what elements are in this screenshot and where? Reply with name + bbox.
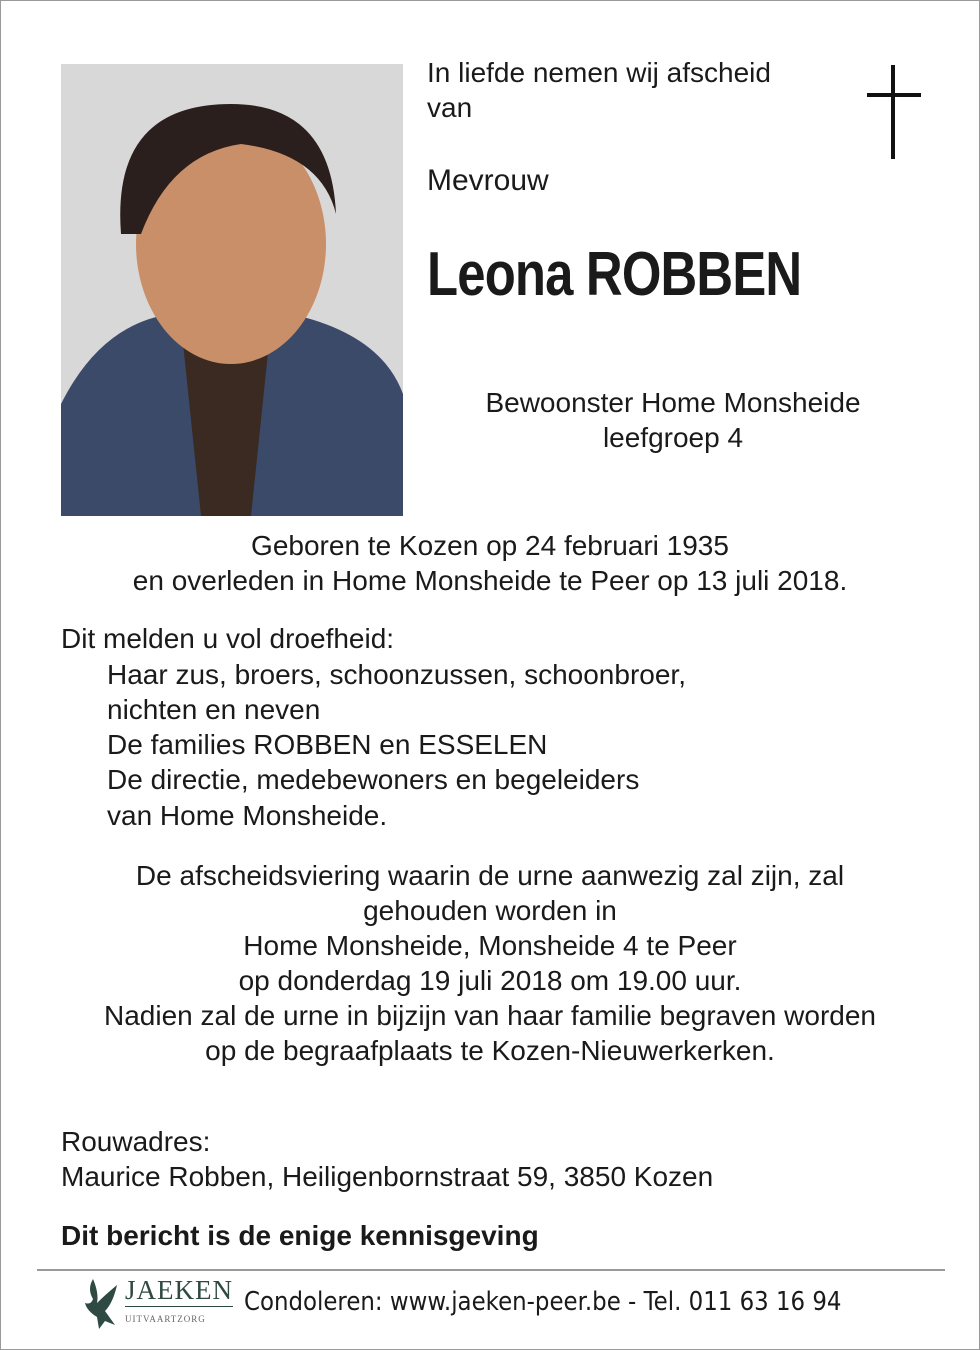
ceremony-line: Nadien zal de urne in bijzijn van haar familie begraven worden (103, 1000, 876, 1031)
announcers-intro: Dit melden u vol droefheid: (61, 623, 395, 654)
residence-line: leefgroep 4 (602, 422, 744, 453)
announcer-line: De families ROBBEN en ESSELEN (107, 729, 548, 760)
condolence-contact: Condoleren: www.jaeken-peer.be - Tel. 011 63 16 94 (244, 1287, 842, 1317)
residence-line: Bewoonster Home Monsheide (485, 387, 861, 418)
ceremony-line: op donderdag 19 juli 2018 om 19.00 uur. (238, 965, 742, 996)
notice: Dit bericht is de enige kennisgeving (61, 1220, 539, 1251)
ceremony-line: gehouden worden in (363, 895, 617, 926)
announcer-line: De directie, medebewoners en begeleiders (107, 764, 640, 795)
deceased-name: Leona ROBBEN (427, 240, 802, 309)
ceremony-line: De afscheidsviering waarin de urne aanwezig zal zijn, zal (135, 860, 845, 891)
portrait-photo (61, 64, 403, 516)
announcer-line: nichten en neven (107, 694, 321, 725)
death-line: en overleden in Home Monsheide te Peer op 13 juli 2018. (132, 565, 848, 596)
logo-name: JAEKEN (125, 1275, 233, 1305)
birth-line: Geboren te Kozen op 24 februari 1935 (251, 530, 729, 561)
divider (37, 1269, 945, 1271)
ceremony-line: Home Monsheide, Monsheide 4 te Peer (243, 930, 737, 961)
cross-icon (891, 65, 895, 159)
intro-line: In liefde nemen wij afscheid (427, 57, 771, 88)
logo-subtitle: UITVAARTZORG (125, 1314, 206, 1324)
address: Maurice Robben, Heiligenbornstraat 59, 3850 Kozen (61, 1161, 714, 1192)
announcer-line: Haar zus, broers, schoonzussen, schoonbroer, (107, 659, 686, 690)
announcer-line: van Home Monsheide. (107, 800, 388, 831)
dove-logo-icon (85, 1279, 123, 1329)
ceremony-line: op de begraafplaats te Kozen-Nieuwerkerken. (205, 1035, 775, 1066)
cross-icon-bar (867, 93, 921, 97)
address-label: Rouwadres: (61, 1126, 211, 1157)
honorific: Mevrouw (427, 164, 549, 197)
intro-line: van (427, 92, 473, 123)
